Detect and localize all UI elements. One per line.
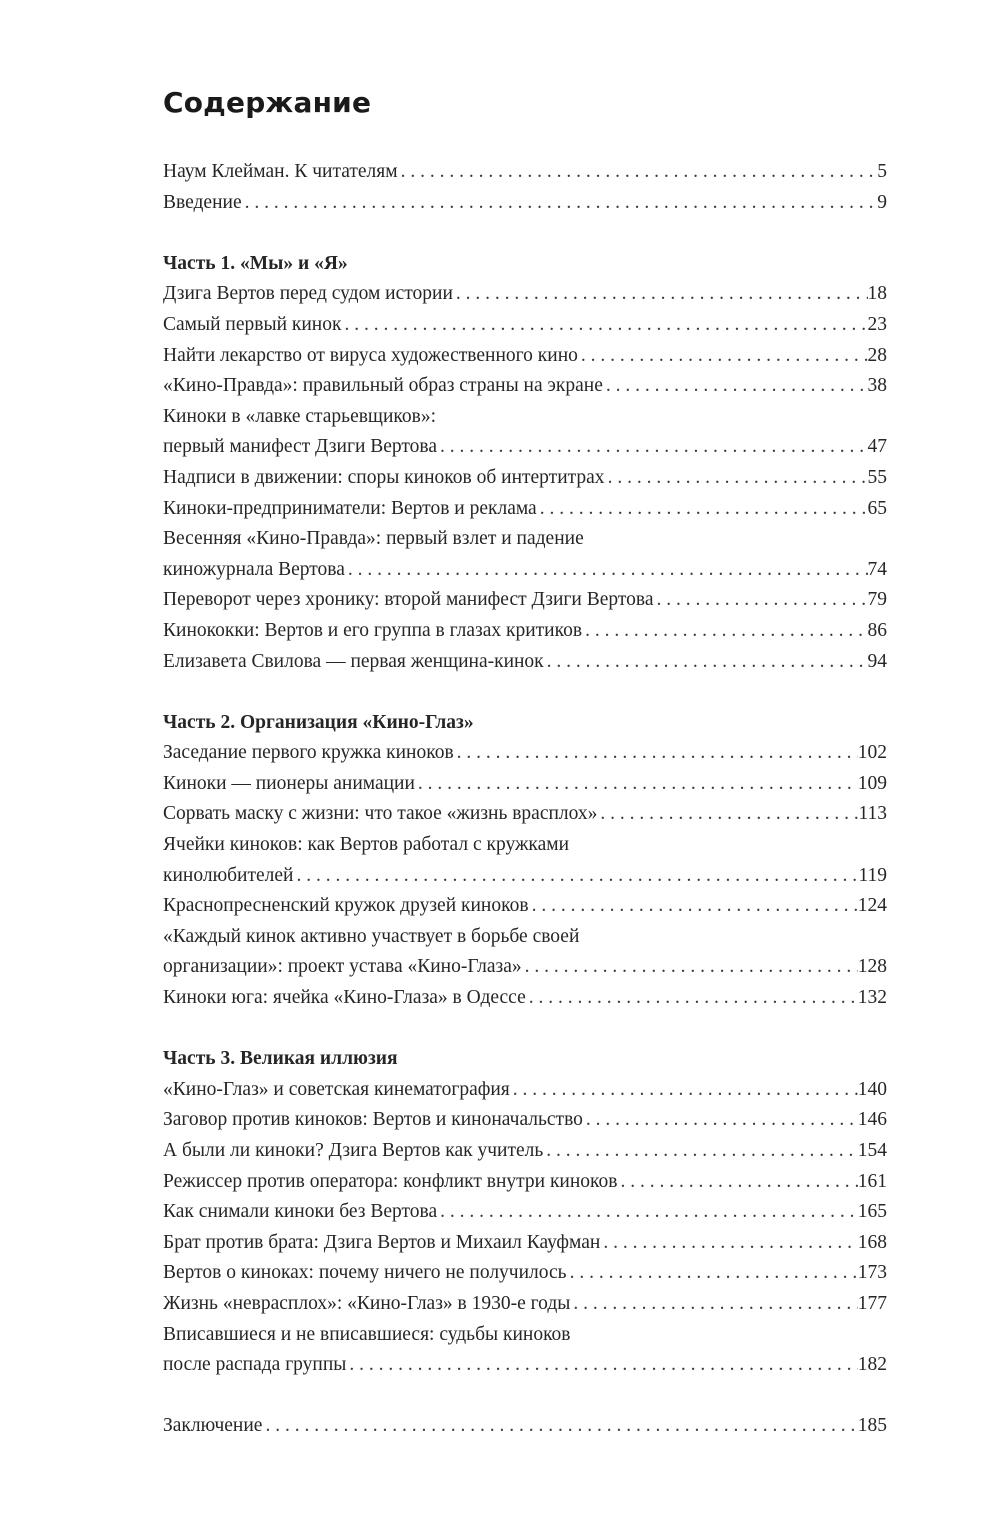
part-heading: Часть 3. Великая иллюзия <box>163 1048 398 1070</box>
toc-entry <box>163 1167 887 1198</box>
toc-entry <box>163 861 887 892</box>
toc-entry <box>163 1289 887 1320</box>
toc-entry-page: 18 <box>867 283 887 305</box>
toc-entry <box>163 432 887 463</box>
toc-entry-title: Елизавета Свилова — первая женщина-кинок <box>163 650 544 672</box>
section-gap <box>163 1014 887 1045</box>
toc-entry-title: Киноки юга: ячейка «Кино-Глаза» в Одессе <box>163 987 526 1009</box>
toc-entry-title: Краснопресненский кружок друзей киноков <box>163 895 529 917</box>
dot-leader <box>510 1075 858 1106</box>
toc-entry-page: 124 <box>857 895 887 917</box>
dot-leader <box>603 371 868 402</box>
toc-entry <box>163 983 887 1014</box>
toc-entry-title: «Кино-Глаз» и советская кинематография <box>163 1078 510 1100</box>
toc-entry-page: 28 <box>867 344 887 366</box>
toc-entry-title: Как снимали киноки без Вертова <box>163 1201 438 1223</box>
toc-entry-page: 65 <box>867 497 887 519</box>
toc-entry-title: Вертов о киноках: почему ничего не получилось <box>163 1262 567 1284</box>
toc-entry <box>163 188 887 219</box>
toc-entry-title: Заключение <box>163 1415 263 1437</box>
dot-leader <box>346 1350 857 1381</box>
toc-entry-title-line: Весенняя «Кино-Правда»: первый взлет и падение <box>163 528 584 550</box>
toc-entry-title: А были ли киноки? Дзига Вертов как учитель <box>163 1140 544 1161</box>
toc-entry <box>163 463 887 494</box>
toc-entry-title-line: «Каждый кинок активно участвует в борьбе своей <box>163 925 580 947</box>
dot-leader <box>294 861 859 892</box>
toc-entry-page: 94 <box>867 650 887 672</box>
toc-entry-page: 55 <box>867 466 887 488</box>
table-of-contents <box>163 157 887 1442</box>
toc-entry-title: Заговор против киноков: Вертов и киноначальство <box>163 1109 583 1131</box>
toc-entry-page: 173 <box>857 1262 887 1284</box>
toc-entry-page: 154 <box>857 1140 887 1161</box>
toc-entry <box>163 1258 887 1289</box>
toc-entry-title: Киноки-предприниматели: Вертов и реклама <box>163 497 537 519</box>
dot-leader <box>583 1105 858 1136</box>
section-gap <box>163 677 887 708</box>
toc-entry <box>163 341 887 372</box>
dot-leader <box>544 647 868 678</box>
toc-entry-title-line: Киноки в «лавке старьевщиков»: <box>163 405 436 427</box>
toc-entry-title: «Кино-Правда»: правильный образ страны на экране <box>163 375 603 397</box>
toc-entry-title-line: Ячейки киноков: как Вертов работал с кружками <box>163 834 570 856</box>
toc-closing-section <box>163 1411 887 1442</box>
dot-leader <box>415 769 858 800</box>
toc-entry <box>163 1075 887 1106</box>
toc-entry-title: Наум Клейман. К читателям <box>163 161 398 182</box>
dot-leader <box>526 983 858 1014</box>
toc-entry <box>163 799 887 830</box>
toc-entry-title: Заседание первого кружка киноков <box>163 742 454 764</box>
toc-entry-page: 146 <box>857 1109 887 1131</box>
dot-leader <box>262 1411 857 1442</box>
toc-entry <box>163 1411 887 1442</box>
dot-leader <box>654 585 868 616</box>
section-gap <box>163 218 887 249</box>
toc-entry-page: 161 <box>857 1170 887 1192</box>
toc-entry <box>163 1197 887 1228</box>
toc-part-section <box>163 708 887 1014</box>
toc-entry-title: Киноки — пионеры анимации <box>163 772 415 794</box>
toc-entry-page: 113 <box>858 803 887 825</box>
toc-entry-page: 177 <box>857 1292 887 1314</box>
toc-entry-title: Кинококки: Вертов и его группа в глазах критиков <box>163 619 583 641</box>
dot-leader <box>618 1167 858 1198</box>
toc-entry-title: Дзига Вертов перед судом истории <box>163 283 453 305</box>
dot-leader <box>537 494 868 525</box>
toc-entry <box>163 738 887 769</box>
toc-entry-page: 165 <box>857 1201 887 1223</box>
toc-entry-page: 5 <box>877 161 887 182</box>
dot-leader <box>242 188 878 219</box>
toc-entry-page: 182 <box>857 1354 887 1376</box>
toc-entry-title: Жизнь «невраcплох»: «Кино-Глаз» в 1930-е годы <box>163 1292 571 1314</box>
toc-entry-title: Переворот через хронику: второй манифест Дзиги Вертова <box>163 589 654 611</box>
dot-leader <box>597 799 858 830</box>
toc-entry-page: 102 <box>857 742 887 764</box>
toc-entry <box>163 555 887 586</box>
toc-entry-title: первый манифест Дзиги Вертова <box>163 436 438 458</box>
toc-entry <box>163 1228 887 1259</box>
toc-entry-page: 23 <box>867 313 887 335</box>
dot-leader <box>522 952 858 983</box>
dot-leader <box>341 310 867 341</box>
dot-leader <box>578 341 868 372</box>
toc-entry-title: Надписи в движении: споры киноков об интертитрах <box>163 466 605 488</box>
dot-leader <box>543 1136 857 1167</box>
dot-leader <box>453 279 868 310</box>
toc-entry-title: Введение <box>163 191 242 213</box>
toc-entry <box>163 1350 887 1381</box>
toc-entry-title: после распада группы <box>163 1354 347 1376</box>
toc-entry-page: 140 <box>857 1078 887 1100</box>
toc-entry-title: Сорвать маску с жизни: что такое «жизнь врасплох» <box>163 803 598 825</box>
toc-entry-page: 74 <box>867 558 887 580</box>
toc-entry-page: 132 <box>857 987 887 1009</box>
part-heading: Часть 2. Организация «Кино-Глаз» <box>163 711 474 733</box>
toc-entry <box>163 952 887 983</box>
toc-entry-page: 185 <box>857 1415 887 1437</box>
toc-entry <box>163 310 887 341</box>
toc-part-section <box>163 249 887 677</box>
toc-entry <box>163 157 887 188</box>
dot-leader <box>529 891 858 922</box>
toc-entry <box>163 647 887 678</box>
dot-leader <box>345 555 868 586</box>
toc-entry-title: Режиссер против оператора: конфликт внутри киноков <box>163 1170 618 1192</box>
toc-entry <box>163 1105 887 1136</box>
toc-entry <box>163 616 887 647</box>
toc-entry <box>163 1136 887 1167</box>
toc-entry <box>163 279 887 310</box>
dot-leader <box>437 1197 858 1228</box>
toc-entry-title: киножурнала Вертова <box>163 558 345 580</box>
toc-entry-title-line: Вписавшиеся и не вписавшиеся: судьбы киноков <box>163 1323 571 1345</box>
toc-entry-page: 86 <box>867 619 887 641</box>
toc-entry-page: 79 <box>867 589 887 611</box>
section-gap <box>163 1381 887 1412</box>
toc-entry-page: 38 <box>867 375 887 397</box>
toc-entry <box>163 371 887 402</box>
toc-entry <box>163 494 887 525</box>
toc-entry <box>163 891 887 922</box>
toc-entry-page: 9 <box>877 191 887 213</box>
dot-leader <box>398 157 878 188</box>
dot-leader <box>600 1228 857 1259</box>
toc-entry <box>163 585 887 616</box>
toc-entry-title: Брат против брата: Дзига Вертов и Михаил Кауфман <box>163 1231 601 1253</box>
part-heading: Часть 1. «Мы» и «Я» <box>163 252 348 274</box>
toc-part-section <box>163 1044 887 1381</box>
toc-entry-page: 119 <box>858 864 887 886</box>
toc-entry-page: 128 <box>857 956 887 978</box>
dot-leader <box>567 1258 858 1289</box>
toc-entry-page: 109 <box>857 772 887 794</box>
toc-entry-title: организации»: проект устава «Кино-Глаза» <box>163 956 522 978</box>
toc-intro-section <box>163 157 887 218</box>
toc-entry-title: Найти лекарство от вируса художественного кино <box>163 344 578 366</box>
toc-entry-title: Самый первый кинок <box>163 313 342 335</box>
dot-leader <box>582 616 867 647</box>
dot-leader <box>605 463 868 494</box>
toc-entry <box>163 769 887 800</box>
dot-leader <box>570 1289 857 1320</box>
toc-entry-page: 168 <box>857 1231 887 1253</box>
toc-entry-title: кинолюбителей <box>163 864 294 886</box>
page-title: Содержание <box>163 86 372 119</box>
dot-leader <box>437 432 867 463</box>
dot-leader <box>454 738 858 769</box>
toc-entry-page: 47 <box>867 436 887 458</box>
